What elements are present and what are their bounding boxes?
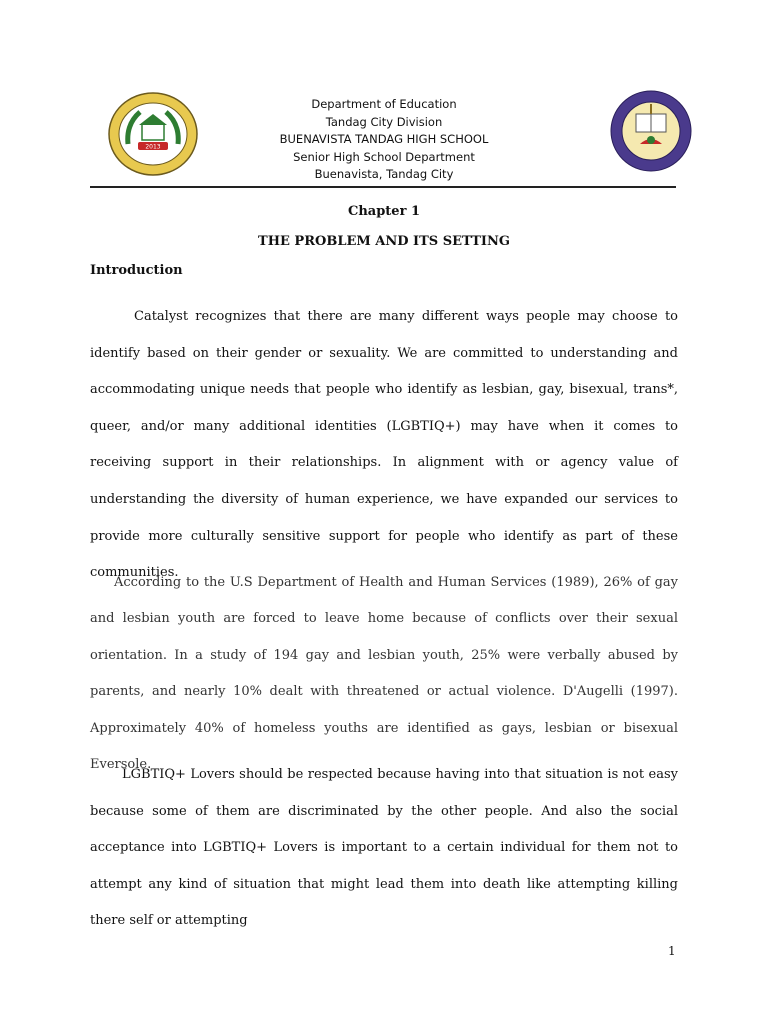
header-divider bbox=[90, 186, 676, 188]
section-heading: Introduction bbox=[90, 263, 183, 278]
division-line: Tandag City Division bbox=[325, 114, 443, 129]
paragraph: Catalyst recognizes that there are many different ways people may choose to identify based on their gender or sexuality. We are committed to understanding and accommodating unique needs that people who identify as lesbian, gay, bisexual, trans*, queer, and/or many additional identities (LGBTIQ+) may have when it comes to receiving support in their relationships. In alignment with or agency value of understanding the diversity of human experience, we have expanded our services to provide more culturally sensitive support for people who identify as part of these communities. bbox=[90, 309, 678, 581]
chapter-number: Chapter 1 bbox=[347, 204, 420, 219]
paragraph: LGBTIQ+ Lovers should be respected because having into that situation is not easy because some of them are discriminated by the other people. And also the social acceptance into LGBTIQ+ Lovers is important to a certain individual for them not to attempt any kind of situation that might lead them into death like attempting killing there self or attempting bbox=[90, 767, 678, 929]
school-name-line: BUENAVISTA TANDAG HIGH SCHOOL bbox=[279, 132, 489, 146]
svg-text:2013: 2013 bbox=[145, 143, 161, 151]
letterhead bbox=[200, 96, 568, 184]
department-line: Department of Education bbox=[311, 97, 457, 111]
address-line: Buenavista, Tandag City bbox=[314, 167, 454, 181]
paragraph: According to the U.S Department of Health and Human Services (1989), 26% of gay and lesbian youth are forced to leave home because of conflicts over their sexual orientation. In a study of 194 gay and lesbian youth, 25% were verbally abused by parents, and nearly 10% dealt with threatened or actual violence. D'Augelli (1997). Approximately 40% of homeless youths are identified as gays, lesbian or bisexual Eversole. bbox=[90, 575, 678, 773]
buenavista-national-high-school-seal-icon bbox=[610, 90, 692, 172]
department-section-line: Senior High School Department bbox=[293, 149, 475, 164]
department-of-education-seal-icon bbox=[108, 92, 198, 176]
chapter-title: THE PROBLEM AND ITS SETTING bbox=[258, 234, 510, 249]
page-number: 1 bbox=[668, 944, 676, 958]
